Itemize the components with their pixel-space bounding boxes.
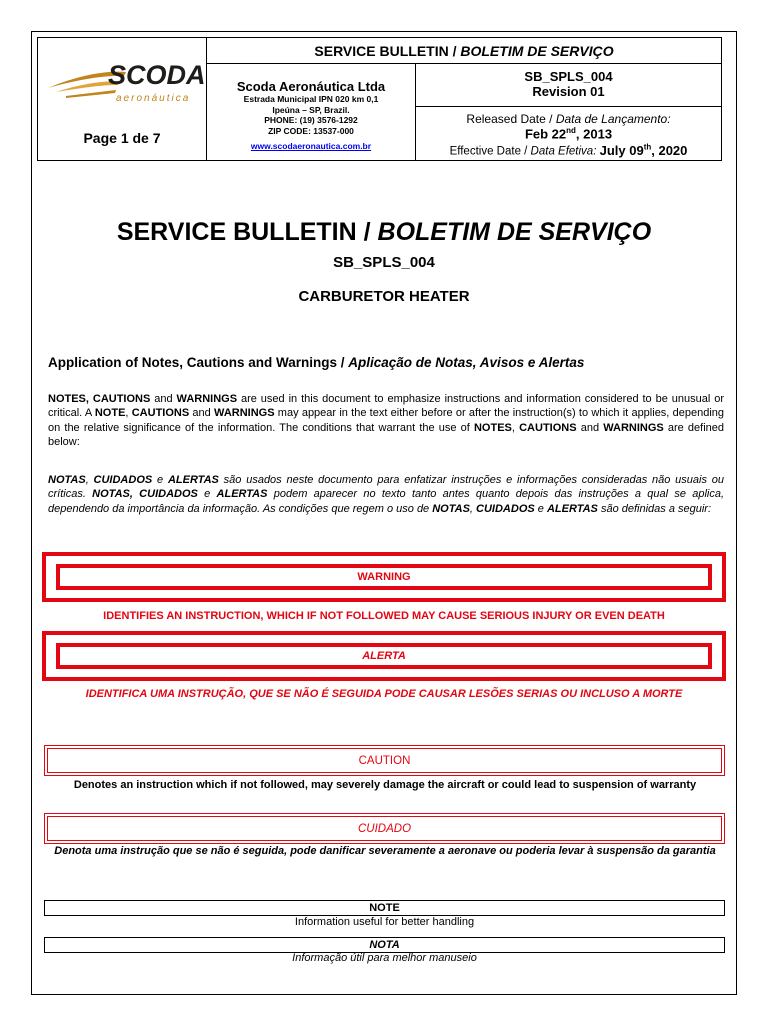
note-text: Information useful for better handling (294, 916, 475, 928)
warning-label: WARNING (56, 564, 712, 590)
header-title (206, 37, 722, 64)
released-date-year: , 2013 (575, 126, 613, 142)
nota-box: NOTA (44, 937, 725, 953)
caution-label: CAUTION (47, 748, 722, 773)
company-website-link[interactable]: www.scodaeronautica.com.br (250, 141, 372, 151)
released-date-sup: nd (566, 126, 576, 135)
page-number: Page 1 de 7 (83, 130, 161, 146)
scoda-logo (46, 58, 206, 110)
header-table (32, 32, 736, 166)
alerta-text: IDENTIFICA UMA INSTRUÇÃO, QUE SE NÃO É SEGUIDA PODE CAUSAR LESÕES SERIAS OU INCLUSO A MORTE (85, 688, 683, 700)
main-title-pt: BOLETIM DE SERVIÇO (377, 218, 652, 246)
bulletin-code: SB_SPLS_004 (524, 69, 613, 84)
company-cell (206, 63, 416, 161)
note-box: NOTE (44, 900, 725, 916)
effective-date-year: , 2020 (651, 142, 688, 158)
warning-text: IDENTIFIES AN INSTRUCTION, WHICH IF NOT FOLLOWED MAY CAUSE SERIOUS INJURY OR EVEN DEATH (103, 610, 665, 622)
effective-date (416, 142, 721, 157)
company-address-2: Ipeúna – SP, Brazil. (272, 104, 350, 115)
effective-date-sup: th (643, 142, 652, 152)
dates-cell (415, 106, 722, 161)
document-page (31, 31, 737, 995)
main-bulletin-code: SB_SPLS_004 (333, 254, 435, 271)
alerta-label: ALERTA (56, 643, 712, 669)
company-zip: ZIP CODE: 13537-000 (268, 125, 354, 136)
logo-subtitle: aeronáutica (116, 93, 191, 104)
effective-label-pt: Data Efetiva: (530, 145, 597, 158)
bulletin-revision: Revision 01 (532, 84, 605, 99)
paragraph-portuguese: NOTAS, CUIDADOS e ALERTAS são usados neste documento para enfatizar instruções e informações consideradas não usuais ou críticas. NOTAS, CUIDADOS e ALERTAS podem aparecer no texto tanto antes quanto depois das instruções a qual se aplica, dependendo da importância da informação. As condições que regem o uso de NOTAS, CUIDADOS e ALERTAS são definidas a seguir: (48, 474, 725, 515)
bulletin-id-cell (415, 63, 722, 107)
cuidado-text: Denota uma instrução que se não é seguida, pode danificar severamente a aeronave ou poderia levar à suspensão da garantia (54, 845, 716, 857)
effective-label-en: Effective Date / (449, 145, 531, 158)
header-title-en: SERVICE BULLETIN / (314, 42, 457, 59)
company-address-1: Estrada Municipal IPN 020 km 0,1 (243, 94, 379, 104)
header-title-pt: BOLETIM DE SERVIÇO (460, 42, 614, 59)
section-heading (48, 355, 584, 370)
released-label-en: Released Date / (466, 112, 556, 126)
section-heading-en: Application of Notes, Cautions and Warnings / (48, 355, 349, 370)
nota-text: Informação útil para melhor manuseio (292, 952, 477, 964)
released-label-pt: Data de Lançamento: (555, 112, 671, 126)
released-date (416, 126, 721, 141)
cuidado-label: CUIDADO (47, 816, 722, 841)
released-date-main: Feb 22 (524, 126, 567, 142)
paragraph-english: NOTES, CAUTIONS and WARNINGS are used in this document to emphasize instructions and information considered to be unusual or critical. A NOTE, CAUTIONS and WARNINGS may appear in the text either before or after the instruction(s) to which it applies, depending on the relative significance of the information. The conditions that warrant the use of NOTES, CAUTIONS and WARNINGS are defined below: (48, 393, 725, 449)
released-date-label (416, 112, 721, 126)
main-subject: CARBURETOR HEATER (298, 288, 470, 305)
warning-box (42, 552, 726, 602)
main-title (32, 218, 736, 247)
company-name: Scoda Aeronáutica Ltda (236, 79, 386, 94)
effective-date-main: July 09 (599, 142, 644, 158)
caution-text: Denotes an instruction which if not followed, may severely damage the aircraft or could lead to suspension of warranty (73, 779, 697, 791)
logo-cell (37, 37, 207, 161)
logo-wordmark: SCODA (108, 60, 206, 90)
section-heading-pt: Aplicação de Notas, Avisos e Alertas (348, 355, 585, 370)
main-title-en: SERVICE BULLETIN / (116, 218, 378, 246)
cuidado-box (44, 813, 725, 844)
alerta-box (42, 631, 726, 681)
company-phone: PHONE: (19) 3576-1292 (264, 115, 358, 125)
caution-box (44, 745, 725, 776)
